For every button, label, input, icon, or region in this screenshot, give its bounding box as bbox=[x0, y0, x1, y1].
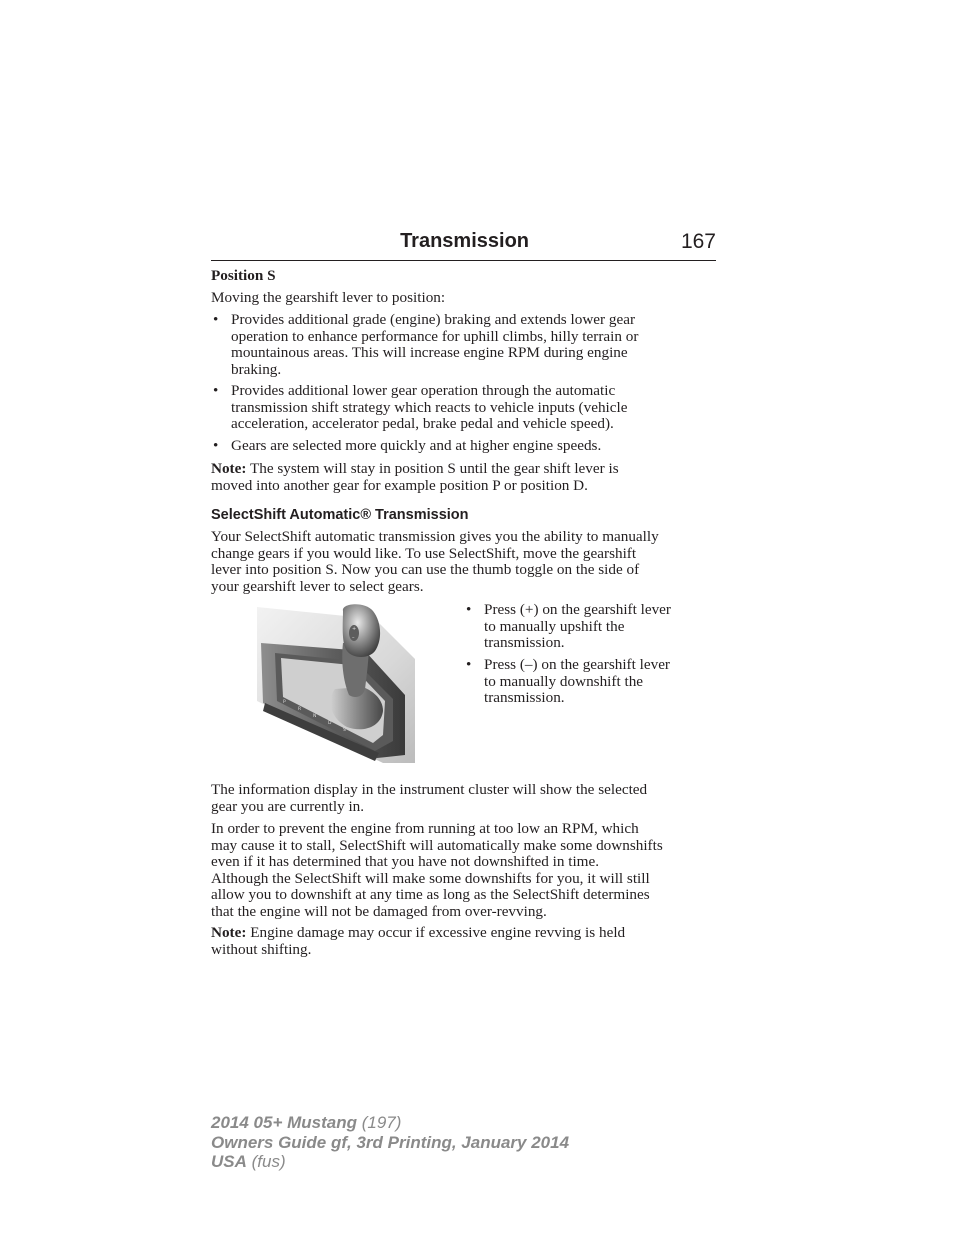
gear-mark-r: R bbox=[298, 707, 302, 712]
page-number: 167 bbox=[680, 230, 716, 253]
gear-mark-n: N bbox=[313, 714, 317, 719]
bullet-dot: • bbox=[213, 311, 219, 328]
gearshift-lever-illustration bbox=[255, 603, 417, 765]
bullet-dot: • bbox=[213, 382, 219, 399]
display-paragraph: The information display in the instrument cluster will show the selected gear you are currently in. bbox=[211, 781, 648, 815]
position-s-heading: Position S bbox=[211, 267, 276, 284]
position-s-note: Note: The system will stay in position S until the gear shift lever is moved into another gear for example position P or position D. bbox=[211, 460, 619, 494]
note-label: Note: bbox=[211, 924, 247, 941]
gear-mark-d: D bbox=[328, 721, 332, 726]
gear-mark-s: S bbox=[343, 728, 346, 733]
stall-paragraph: In order to prevent the engine from running at too low an RPM, which may cause it to stall, SelectShift will automatically make some downshifts even if it has determined that you have not downshifted in time. Although the SelectShift will make some downshifts for you, it will still allow you to downshift at any time as long as the SelectShift determines that the engine will not be damaged from over-revving. bbox=[211, 820, 663, 920]
page-footer: 2014 05+ Mustang (197) Owners Guide gf, 3rd Printing, January 2014 USA (fus) bbox=[211, 1113, 570, 1171]
position-s-intro: Moving the gearshift lever to position: bbox=[211, 289, 446, 306]
svg-text:+: + bbox=[352, 626, 357, 632]
svg-text:–: – bbox=[352, 635, 355, 641]
selectshift-intro: Your SelectShift automatic transmission gives you the ability to manually change gears if you would like. To use SelectShift, move the gearshift lever into position S. Now you can use the thumb toggle on the side of your gearshift lever to select gears. bbox=[211, 528, 659, 595]
note-label: Note: bbox=[211, 460, 247, 477]
selectshift-heading: SelectShift Automatic® Transmission bbox=[211, 507, 469, 523]
section-title: Transmission bbox=[400, 230, 529, 252]
bullet-dot: • bbox=[466, 656, 472, 673]
gear-mark-p: P bbox=[283, 700, 286, 705]
gearshift-drawing bbox=[255, 603, 417, 765]
bullet-dot: • bbox=[466, 601, 472, 618]
selectshift-note: Note: Engine damage may occur if excessive engine revving is held without shifting. bbox=[211, 924, 626, 958]
bullet-dot: • bbox=[213, 437, 219, 454]
page-header bbox=[211, 228, 716, 261]
